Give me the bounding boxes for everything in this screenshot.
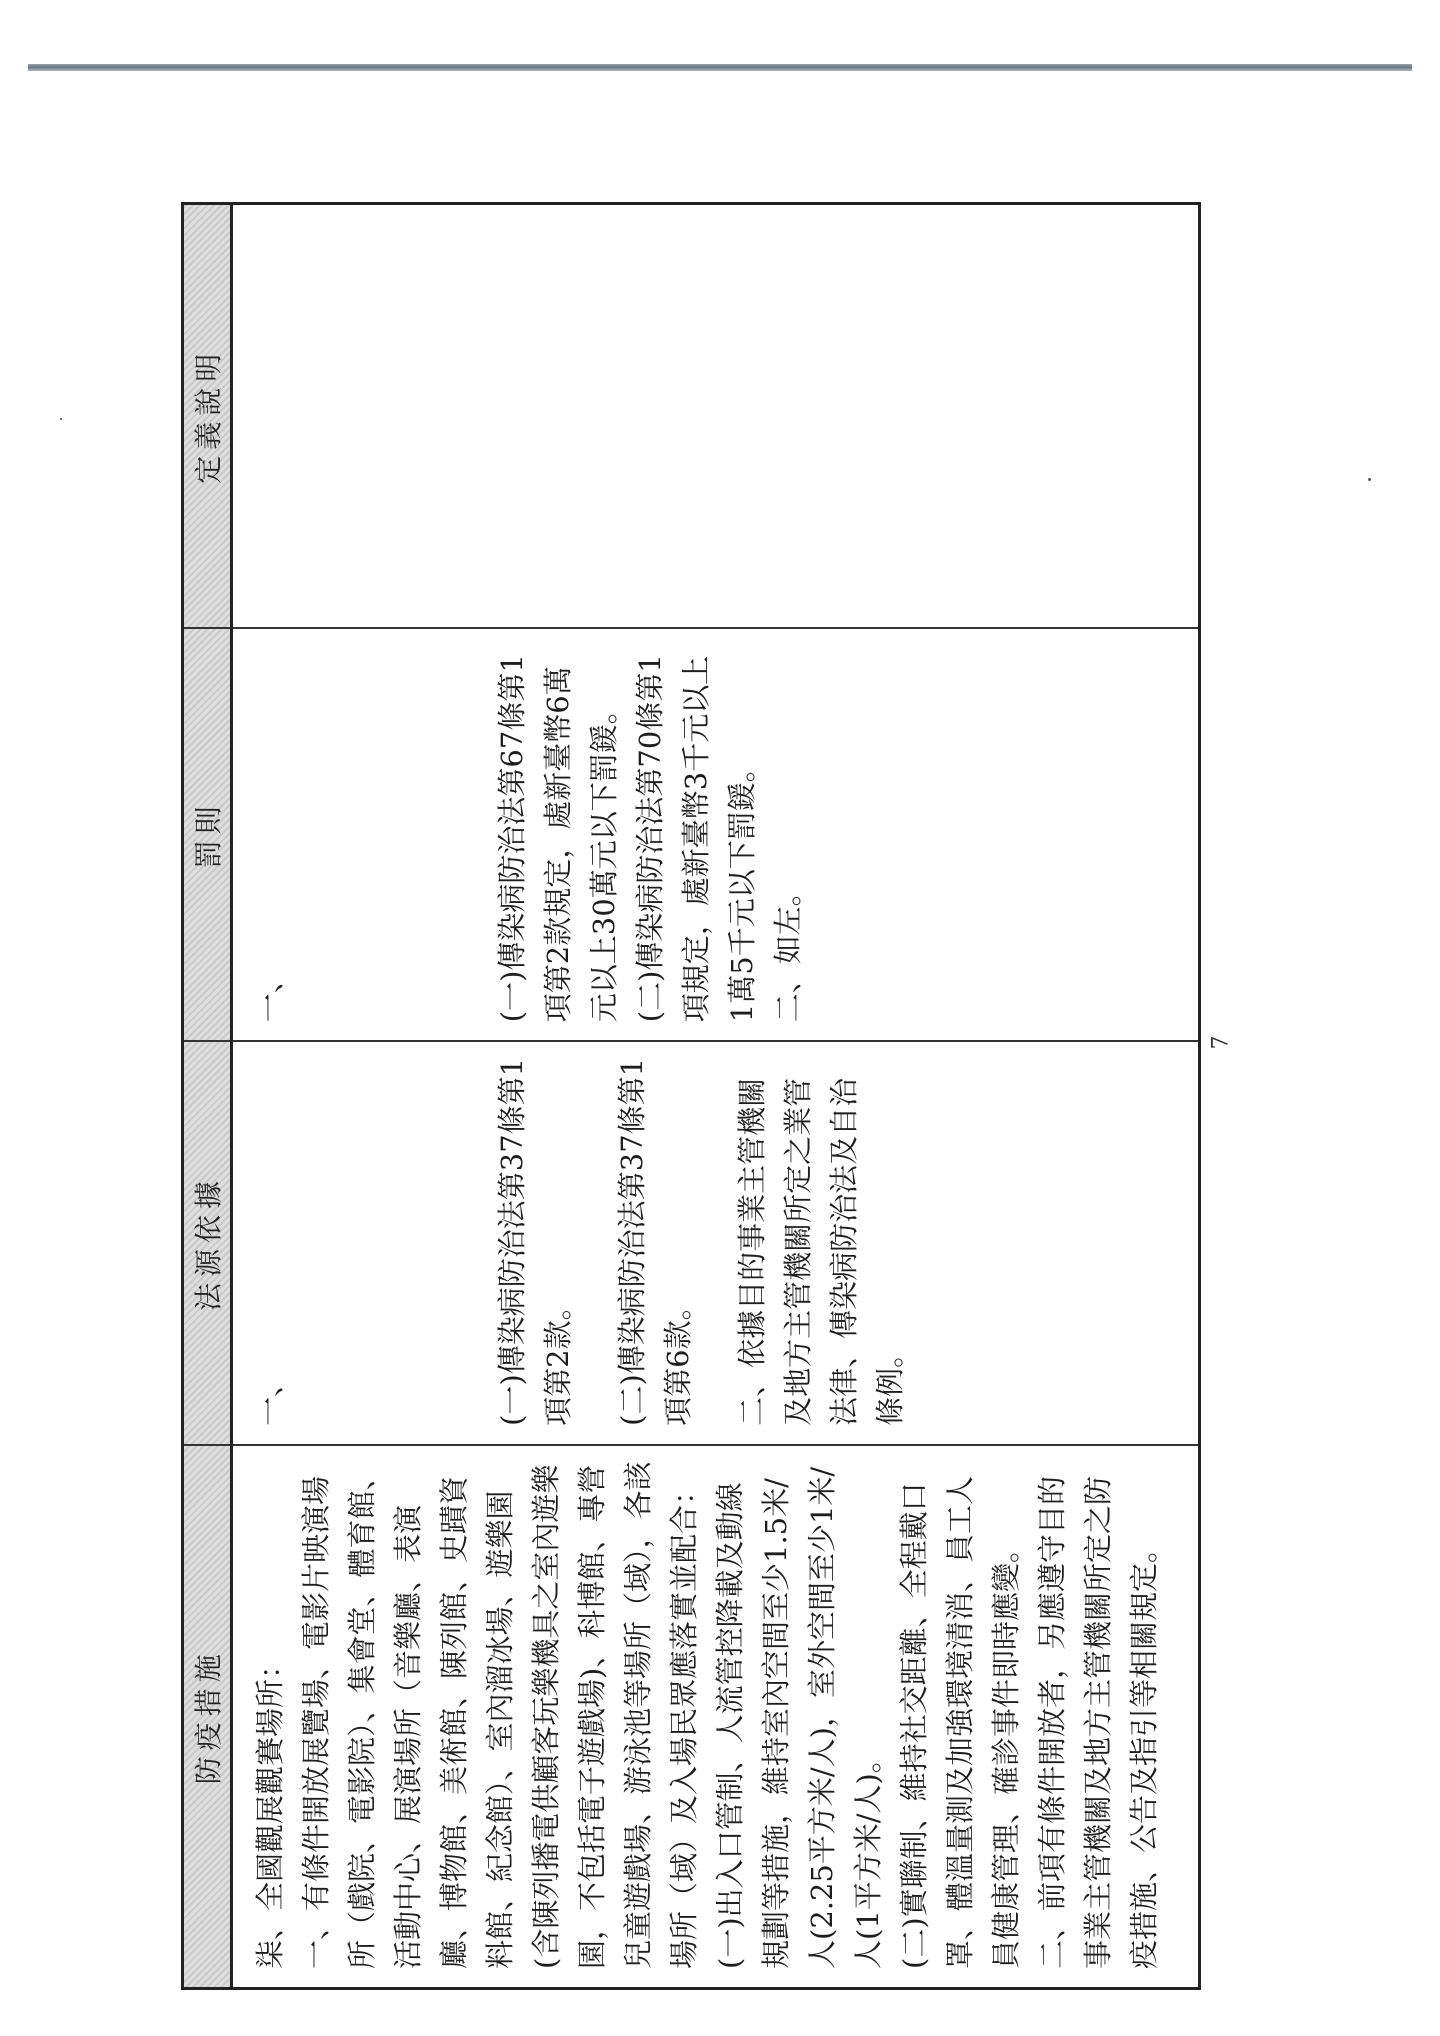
measures-item-2: 二、前項有條件開放者，另應遵守目的事業主管機關及地方主管機關所定之防疫措施、公告及指引等相關規定。: [1035, 1475, 1161, 1969]
header-definition: 定義說明: [192, 347, 225, 484]
measures-section-title: 柒、全國觀展觀賽場所：: [253, 1649, 287, 1969]
legal-item-2: 二、依據目的事業主管機關及地方主管機關所定之業管法律、傳染病防治法及自治條例。: [735, 1077, 907, 1426]
table-header-row: [184, 205, 233, 1987]
penalty-sub-1: (一)傳染病防治法第67條第1項第2款規定，處新臺幣6萬元以上30萬元以下罰鍰。: [495, 654, 621, 1023]
legal-sub-1: (一)傳染病防治法第37條第1項第2款。: [495, 1057, 575, 1426]
definition-cell: [233, 205, 1198, 627]
legal-item-1: 一、: [253, 1367, 287, 1426]
scan-speck: [1368, 478, 1371, 481]
legal-basis-cell: [233, 1040, 1198, 1444]
header-measures: 防疫措施: [184, 1444, 230, 1987]
measures-sub-1: (一)出入口管制、人流管控降載及動線規劃等措施，維持室內空間至少1.5米/人(2.25平方米/人)，室外空間至少1米/人(1平方米/人)。: [713, 1466, 885, 1969]
legal-sub-2: (二)傳染病防治法第37條第1項第6款。: [615, 1057, 695, 1426]
header-legal-basis: 法源依據: [184, 1040, 230, 1444]
penalty-item-2: 二、如左。: [771, 877, 805, 1023]
measures-sub-2: (二)實聯制、維持社交距離、全程戴口罩、體溫量測及加強環境清消、員工人員健康管理、確診事件即時應變。: [897, 1475, 1023, 1969]
scan-speck: [60, 418, 62, 420]
measures-cell: [233, 1444, 1198, 1987]
penalty-item-1: 一、: [253, 964, 287, 1023]
penalty-sub-2: (二)傳染病防治法第70條第1項規定，處新臺幣3千元以上1萬5千元以下罰鍰。: [633, 654, 759, 1023]
top-scan-rule: [28, 64, 1412, 71]
measures-table: [181, 202, 1201, 1990]
page-number: 7: [1208, 1035, 1234, 1050]
table-body-row: [233, 205, 1198, 1987]
penalty-cell: [233, 627, 1198, 1041]
measures-item-1: 一、有條件開放展覽場、電影片映演場所（戲院、電影院）、集會堂、體育館、活動中心、展演場所（音樂廳、表演廳、博物館、美術館、陳列館、史蹟資料館、紀念館）、室內溜冰場、遊樂園(含陳列播電供顧客玩樂機具之室內遊樂園，不包括電子遊戲場)、科博館、專營兒童遊戲場、游泳池等場所（域），各該場所（域）及入場民眾應落實並配合：: [299, 1461, 701, 1969]
header-penalty: 罰則: [184, 627, 230, 1041]
